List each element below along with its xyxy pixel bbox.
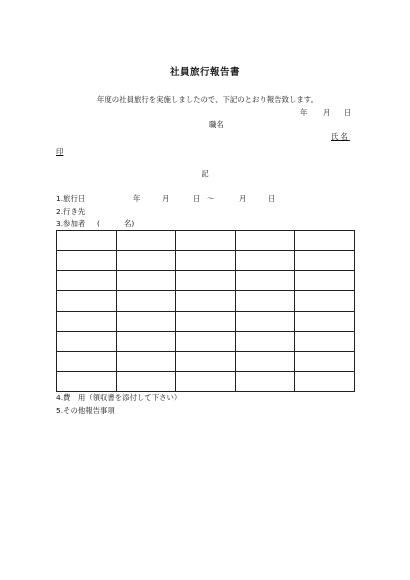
table-cell xyxy=(176,251,236,271)
table-cell xyxy=(295,311,355,331)
table-cell xyxy=(176,371,236,391)
page-title: 社員旅行報告書 xyxy=(169,67,240,78)
table-cell xyxy=(235,231,295,251)
table-cell xyxy=(116,231,176,251)
participants-count-suffix: 名) xyxy=(124,219,135,228)
participants-table xyxy=(56,230,355,392)
table-cell xyxy=(235,331,295,351)
table-cell xyxy=(176,231,236,251)
expenses-label: 4.費 用（領収書を添付して下さい） xyxy=(56,393,182,402)
table-row xyxy=(57,311,355,331)
ki-heading: 記 xyxy=(201,169,209,178)
report-date-day: 日 xyxy=(344,108,352,117)
table-cell xyxy=(176,331,236,351)
table-cell xyxy=(176,271,236,291)
travel-date-tilde: ～ xyxy=(207,194,215,203)
table-cell xyxy=(295,291,355,311)
job-title-label: 職名 xyxy=(209,120,224,129)
table-cell xyxy=(116,371,176,391)
table-row xyxy=(57,231,355,251)
table-cell xyxy=(295,371,355,391)
travel-date-end-month: 月 xyxy=(239,194,247,203)
participants-open-paren: ( xyxy=(97,219,100,228)
table-cell xyxy=(295,271,355,291)
table-cell xyxy=(116,271,176,291)
table-cell xyxy=(116,331,176,351)
table-cell xyxy=(235,271,295,291)
table-cell xyxy=(116,251,176,271)
travel-date-label: 1.旅行日 xyxy=(56,194,86,203)
table-cell xyxy=(295,251,355,271)
table-cell xyxy=(116,311,176,331)
table-row xyxy=(57,371,355,391)
report-date-year: 年 xyxy=(300,108,308,117)
table-cell xyxy=(57,331,117,351)
table-cell xyxy=(57,311,117,331)
table-row xyxy=(57,331,355,351)
table-cell xyxy=(235,311,295,331)
table-row xyxy=(57,251,355,271)
table-cell xyxy=(235,351,295,371)
name-label: 氏名 xyxy=(331,132,350,141)
table-cell xyxy=(57,371,117,391)
table-cell xyxy=(57,251,117,271)
other-report-label: 5.その他報告事項 xyxy=(56,406,115,415)
table-cell xyxy=(116,351,176,371)
travel-date-end-day: 日 xyxy=(268,194,276,203)
table-cell xyxy=(116,291,176,311)
table-cell xyxy=(176,311,236,331)
table-cell xyxy=(235,291,295,311)
table-cell xyxy=(295,231,355,251)
destination-label: 2.行き先 xyxy=(56,207,86,216)
table-cell xyxy=(295,351,355,371)
report-date-month: 月 xyxy=(323,108,331,117)
table-row xyxy=(57,291,355,311)
travel-date-day: 日 xyxy=(193,194,201,203)
travel-date-month: 月 xyxy=(162,194,170,203)
table-cell xyxy=(295,331,355,351)
participants-label: 3.参加者 xyxy=(56,219,86,228)
travel-date-year: 年 xyxy=(133,194,141,203)
table-row xyxy=(57,351,355,371)
table-cell xyxy=(57,231,117,251)
table-cell xyxy=(57,271,117,291)
table-cell xyxy=(57,291,117,311)
table-cell xyxy=(176,291,236,311)
table-cell xyxy=(176,351,236,371)
table-cell xyxy=(235,251,295,271)
table-cell xyxy=(235,371,295,391)
table-row xyxy=(57,271,355,291)
seal-mark: 印 xyxy=(56,147,64,156)
intro-text: 年度の社員旅行を実施しましたので、下記のとおり報告致します。 xyxy=(97,95,318,104)
table-cell xyxy=(57,351,117,371)
